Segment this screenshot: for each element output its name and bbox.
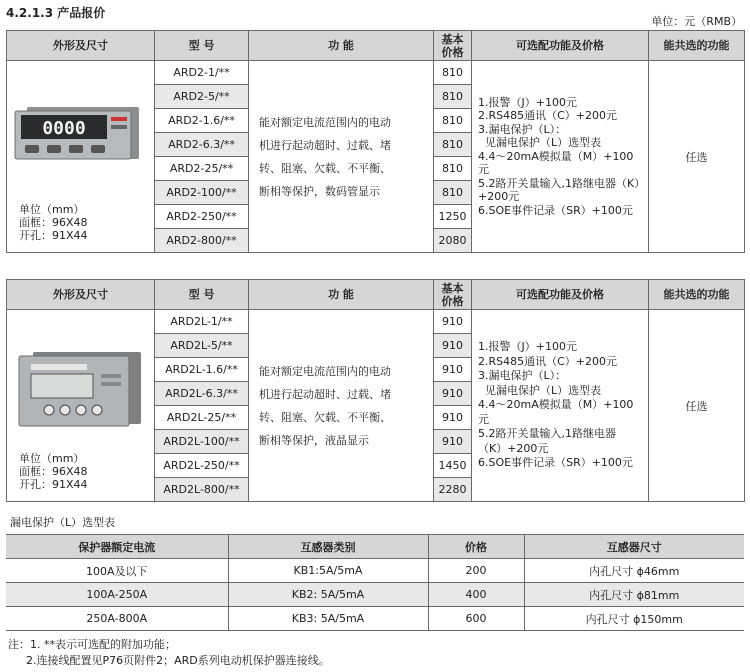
- price-cell: 810: [434, 85, 472, 109]
- col-options: 可选配功能及价格: [472, 280, 649, 310]
- price-cell: 810: [434, 181, 472, 205]
- price-cell: 910: [434, 406, 472, 430]
- price-cell: 910: [434, 334, 472, 358]
- model-cell: ARD2L-250/**: [155, 454, 249, 478]
- appearance-cell: [7, 310, 155, 502]
- table-header-row: [6, 535, 744, 559]
- model-cell: ARD2-250/**: [155, 205, 249, 229]
- model-cell: ARD2-25/**: [155, 157, 249, 181]
- price-table-ard2l: [6, 279, 745, 502]
- leakage-selection-table: [6, 534, 744, 631]
- price-cell: 910: [434, 310, 472, 334]
- dimension-info: 单位（mm） 面框：96X48 开孔：91X44: [19, 203, 88, 242]
- footnotes: [8, 637, 330, 669]
- table-row: [7, 310, 745, 334]
- price-cell: 810: [434, 133, 472, 157]
- col-appearance: 外形及尺寸: [7, 31, 155, 61]
- col-price: 价格: [428, 535, 524, 559]
- price-cell: 910: [434, 358, 472, 382]
- model-cell: ARD2-100/**: [155, 181, 249, 205]
- dimension-info: 单位（mm） 面框：96X48 开孔：91X44: [19, 452, 88, 491]
- model-cell: ARD2L-800/**: [155, 478, 249, 502]
- col-transformer-size: 互感器尺寸: [524, 535, 744, 559]
- options-cell: 1.报警（J）+100元 2.RS485通讯（C）+200元 3.漏电保护（L）： 见漏电保护（L）选型表 4.4～20mA模拟量（M）+100元 5.2路开关量输入,1路继电器（K） +200元 6.SOE事件记录（SR）+100元: [472, 61, 649, 253]
- col-transformer-type: 互感器类别: [228, 535, 428, 559]
- currency-unit: 单位：元（RMB）: [651, 15, 742, 28]
- table-row: 100A及以下 KB1:5A/5mA 200 内孔尺寸 ϕ46mm: [6, 559, 744, 583]
- col-function: 功 能: [249, 31, 434, 61]
- price-cell: 1250: [434, 205, 472, 229]
- leakage-table-title: 漏电保护（L）选型表: [10, 516, 116, 529]
- price-cell: 810: [434, 109, 472, 133]
- col-price: 基本 价格: [434, 280, 472, 310]
- ard2-device-image: [13, 103, 149, 163]
- col-model: 型 号: [155, 31, 249, 61]
- model-cell: ARD2L-6.3/**: [155, 382, 249, 406]
- appearance-cell: [7, 61, 155, 253]
- combo-cell: 任选: [649, 61, 745, 253]
- note-2: 2.连接线配置见P76页附件2；ARD系列电动机保护器连接线。: [26, 654, 330, 667]
- table-header-row: [7, 31, 745, 61]
- price-cell: 810: [434, 157, 472, 181]
- table-row: 100A-250A KB2: 5A/5mA 400 内孔尺寸 ϕ81mm: [6, 583, 744, 607]
- col-rated-current: 保护器额定电流: [6, 535, 228, 559]
- options-cell: 1.报警（J）+100元 2.RS485通讯（C）+200元 3.漏电保护（L）： 见漏电保护（L）选型表 4.4～20mA模拟量（M）+100元 5.2路开关量输入,1路继电器 （K）+200元 6.SOE事件记录（SR）+100元: [472, 310, 649, 502]
- price-cell: 2280: [434, 478, 472, 502]
- model-cell: ARD2L-1/**: [155, 310, 249, 334]
- model-cell: ARD2-1.6/**: [155, 109, 249, 133]
- model-cell: ARD2-6.3/**: [155, 133, 249, 157]
- model-cell: ARD2L-100/**: [155, 430, 249, 454]
- col-appearance: 外形及尺寸: [7, 280, 155, 310]
- function-cell: 能对额定电流范围内的电动 机进行起动超时、过载、堵 转、阻塞、欠载、不平衡、 断相等保护，数码管显示: [249, 61, 434, 253]
- combo-cell: 任选: [649, 310, 745, 502]
- section-title: 4.2.1.3 产品报价: [6, 6, 106, 20]
- col-combo: 能共选的功能: [649, 280, 745, 310]
- model-cell: ARD2L-5/**: [155, 334, 249, 358]
- col-combo: 能共选的功能: [649, 31, 745, 61]
- price-cell: 910: [434, 430, 472, 454]
- model-cell: ARD2-5/**: [155, 85, 249, 109]
- model-cell: ARD2-1/**: [155, 61, 249, 85]
- table-row: 250A-800A KB3: 5A/5mA 600 内孔尺寸 ϕ150mm: [6, 607, 744, 631]
- digit-display: 0000: [42, 118, 86, 139]
- model-cell: ARD2L-25/**: [155, 406, 249, 430]
- col-model: 型 号: [155, 280, 249, 310]
- table-header-row: [7, 280, 745, 310]
- function-cell: 能对额定电流范围内的电动 机进行起动超时、过载、堵 转、阻塞、欠载、不平衡、 断相等保护，液晶显示: [249, 310, 434, 502]
- price-cell: 810: [434, 61, 472, 85]
- price-table-ard2: [6, 30, 745, 253]
- model-cell: ARD2L-1.6/**: [155, 358, 249, 382]
- col-function: 功 能: [249, 280, 434, 310]
- col-options: 可选配功能及价格: [472, 31, 649, 61]
- ard2l-device-image: [15, 350, 147, 430]
- price-cell: 2080: [434, 229, 472, 253]
- model-cell: ARD2-800/**: [155, 229, 249, 253]
- price-cell: 1450: [434, 454, 472, 478]
- price-cell: 910: [434, 382, 472, 406]
- col-price: 基本 价格: [434, 31, 472, 61]
- note-1: 注：1. **表示可选配的附加功能；: [8, 638, 176, 651]
- table-row: [7, 61, 745, 85]
